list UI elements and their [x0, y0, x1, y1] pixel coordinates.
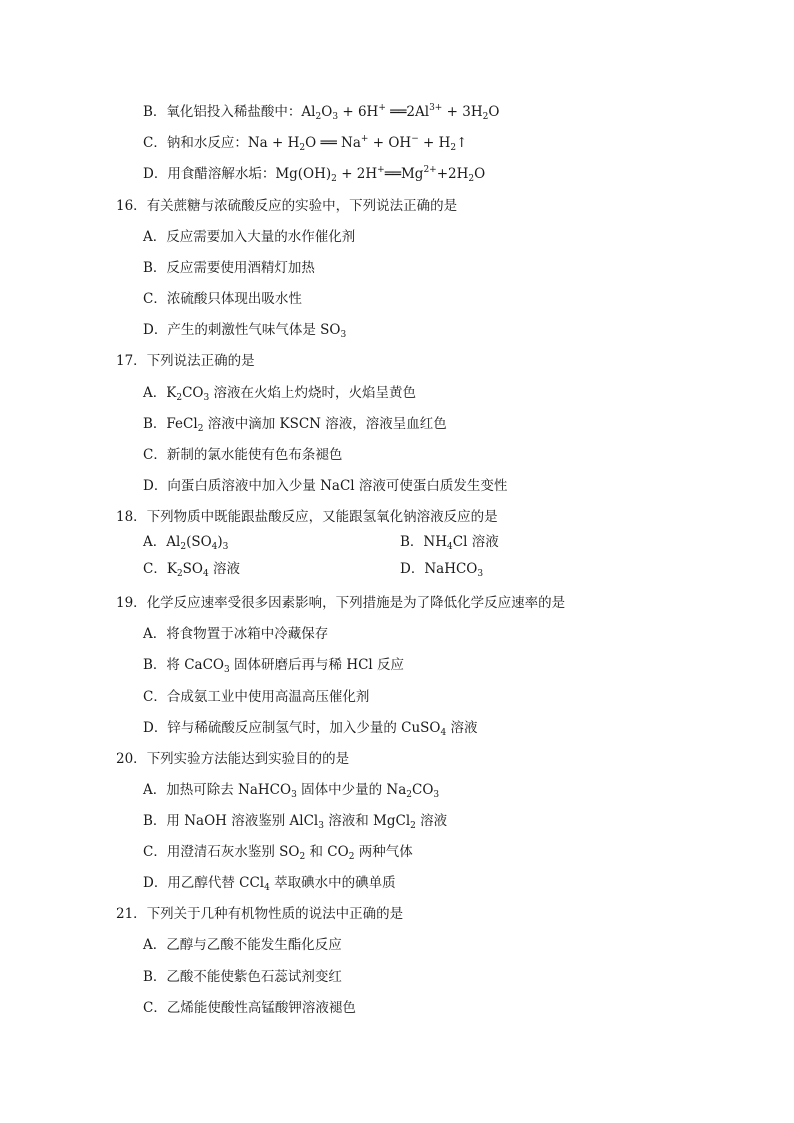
answer-option	[143, 656, 404, 674]
question-stem	[116, 508, 498, 526]
item-text: 下列说法正确的是	[146, 353, 255, 369]
item-text: 用澄清石灰水鉴别	[166, 844, 280, 860]
item-text: 下列实验方法能达到实验目的的是	[146, 751, 350, 767]
chemical-formula: CCl$_4$ 萃取碘水中的碘单质	[239, 875, 396, 893]
answer-option	[143, 477, 507, 495]
item-text: 乙酸不能使紫色石蕊试剂变红	[166, 969, 342, 985]
chemical-formula: $Na + H_2O$ ══ $Na^+ + OH^- + H_2↑$	[247, 134, 468, 153]
item-text: 化学反应速率受很多因素影响，下列措施是为了降低化学反应速率的是	[146, 595, 566, 611]
item-text: 乙烯能使酸性高锰酸钾溶液褪色	[166, 1000, 356, 1016]
chemical-formula: FeCl$_2$ 溶液中滴加 KSCN 溶液，溶液呈血红色	[166, 416, 447, 434]
item-label: 18．	[116, 509, 147, 525]
item-text: 有关蔗糖与浓硫酸反应的实验中，下列说法正确的是	[146, 198, 458, 214]
answer-option	[143, 874, 396, 892]
item-text: 向蛋白质溶液中加入少量 NaCl 溶液可使蛋白质发生变性	[167, 478, 508, 494]
item-label: 21．	[116, 906, 147, 922]
answer-option	[400, 533, 499, 551]
answer-option	[143, 999, 356, 1017]
chemical-formula: $Al_2(SO_4)_3$	[166, 534, 229, 552]
item-text: 氧化铝投入稀盐酸中：	[166, 104, 302, 120]
answer-option	[143, 812, 447, 830]
item-label: C．	[143, 291, 167, 307]
item-label: B．	[143, 969, 167, 985]
answer-option	[143, 228, 355, 246]
item-label: B．	[143, 416, 167, 432]
answer-option	[143, 843, 413, 861]
chemical-formula: NaOH 溶液鉴别 AlCl$_3$ 溶液和 MgCl$_2$ 溶液	[184, 813, 448, 831]
chemical-formula: CuSO$_4$ 溶液	[401, 720, 478, 738]
answer-option	[143, 533, 228, 551]
chemical-formula: $NH_4Cl$ 溶液	[423, 534, 499, 552]
answer-option	[143, 415, 447, 433]
item-text: 锌与稀硫酸反应制氢气时，加入少量的	[167, 720, 402, 736]
item-label: C．	[143, 844, 167, 860]
answer-option	[143, 781, 439, 799]
item-text: 将食物置于冰箱中冷藏保存	[166, 626, 329, 642]
item-label: D．	[143, 875, 168, 891]
question-stem	[116, 905, 403, 923]
item-label: D．	[143, 478, 168, 494]
item-text: 将	[166, 657, 185, 673]
item-text: 浓硫酸只体现出吸水性	[166, 291, 302, 307]
item-label: 16．	[116, 198, 147, 214]
item-label: 20．	[116, 751, 147, 767]
item-label: D．	[143, 166, 168, 182]
item-text: 产生的刺激性气味气体是	[167, 322, 321, 338]
chemical-formula: $Al_2O_3 + 6H^+$ $══2Al^{3+} + 3H_2O$	[301, 103, 500, 122]
answer-option	[143, 384, 416, 402]
item-text: 下列关于几种有机物性质的说法中正确的是	[146, 906, 404, 922]
answer-option	[143, 560, 240, 578]
item-text: 反应需要使用酒精灯加热	[166, 260, 315, 276]
item-label: B．	[143, 813, 167, 829]
item-label: B．	[143, 657, 167, 673]
item-text: 反应需要加入大量的水作催化剂	[166, 229, 356, 245]
item-text: 用乙醇代替	[167, 875, 240, 891]
chemical-formula: NaHCO$_3$ 固体中少量的 $Na_2CO_3$	[238, 782, 440, 800]
item-label: D．	[143, 322, 168, 338]
chemical-formula: $SO_2$ 和 $CO_2$ 两种气体	[279, 844, 413, 862]
item-text: 加热可除去	[166, 782, 239, 798]
item-label: 17．	[116, 353, 147, 369]
item-label: C．	[143, 447, 167, 463]
item-label: A．	[143, 229, 167, 245]
answer-option	[143, 259, 315, 277]
item-text: 合成氨工业中使用高温高压催化剂	[166, 689, 370, 705]
chemical-formula: $Mg(OH)_2$ + $2H^+══Mg^{2+}+2H_2O$	[275, 165, 486, 184]
item-text: 新制的氯水能使有色布条褪色	[166, 447, 343, 463]
answer-option	[400, 560, 483, 578]
item-text: 乙醇与乙酸不能发生酯化反应	[166, 937, 342, 953]
question-stem	[116, 352, 255, 370]
item-label: A．	[143, 782, 167, 798]
item-label: 19．	[116, 595, 147, 611]
question-stem	[116, 750, 349, 768]
item-label: A．	[143, 626, 167, 642]
chemical-formula: $SO_3$	[320, 322, 347, 340]
answer-option	[143, 719, 478, 737]
chemical-formula: $K_2CO_3$ 溶液在火焰上灼烧时，火焰呈黄色	[166, 385, 417, 403]
answer-option	[143, 625, 328, 643]
answer-option	[143, 688, 369, 706]
answer-option	[143, 103, 499, 121]
answer-option	[143, 290, 302, 308]
item-label: C．	[143, 561, 167, 577]
item-label: B．	[400, 534, 424, 550]
item-label: C．	[143, 1000, 167, 1016]
item-text: 用食醋溶解水垢：	[167, 166, 276, 182]
question-stem	[116, 594, 565, 612]
item-label: A．	[143, 937, 167, 953]
item-text: 用	[166, 813, 185, 829]
chemical-formula: $K_2SO_4$ 溶液	[166, 561, 241, 579]
answer-option	[143, 165, 485, 183]
question-stem	[116, 197, 457, 215]
answer-option	[143, 968, 342, 986]
item-label: B．	[143, 260, 167, 276]
item-text: 下列物质中既能跟盐酸反应，又能跟氢氧化钠溶液反应的是	[146, 509, 498, 525]
answer-option	[143, 321, 346, 339]
item-label: D．	[143, 720, 168, 736]
chemical-formula: NaHCO$_3$	[424, 561, 484, 579]
answer-option	[143, 446, 342, 464]
item-label: A．	[143, 534, 167, 550]
item-label: A．	[143, 385, 167, 401]
item-label: B．	[143, 104, 167, 120]
item-label: C．	[143, 689, 167, 705]
item-text: 钠和水反应：	[166, 135, 248, 151]
answer-option	[143, 936, 342, 954]
answer-option	[143, 134, 467, 152]
item-label: D．	[400, 561, 425, 577]
chemical-formula: CaCO$_3$ 固体研磨后再与稀 HCl 反应	[184, 657, 405, 675]
item-label: C．	[143, 135, 167, 151]
